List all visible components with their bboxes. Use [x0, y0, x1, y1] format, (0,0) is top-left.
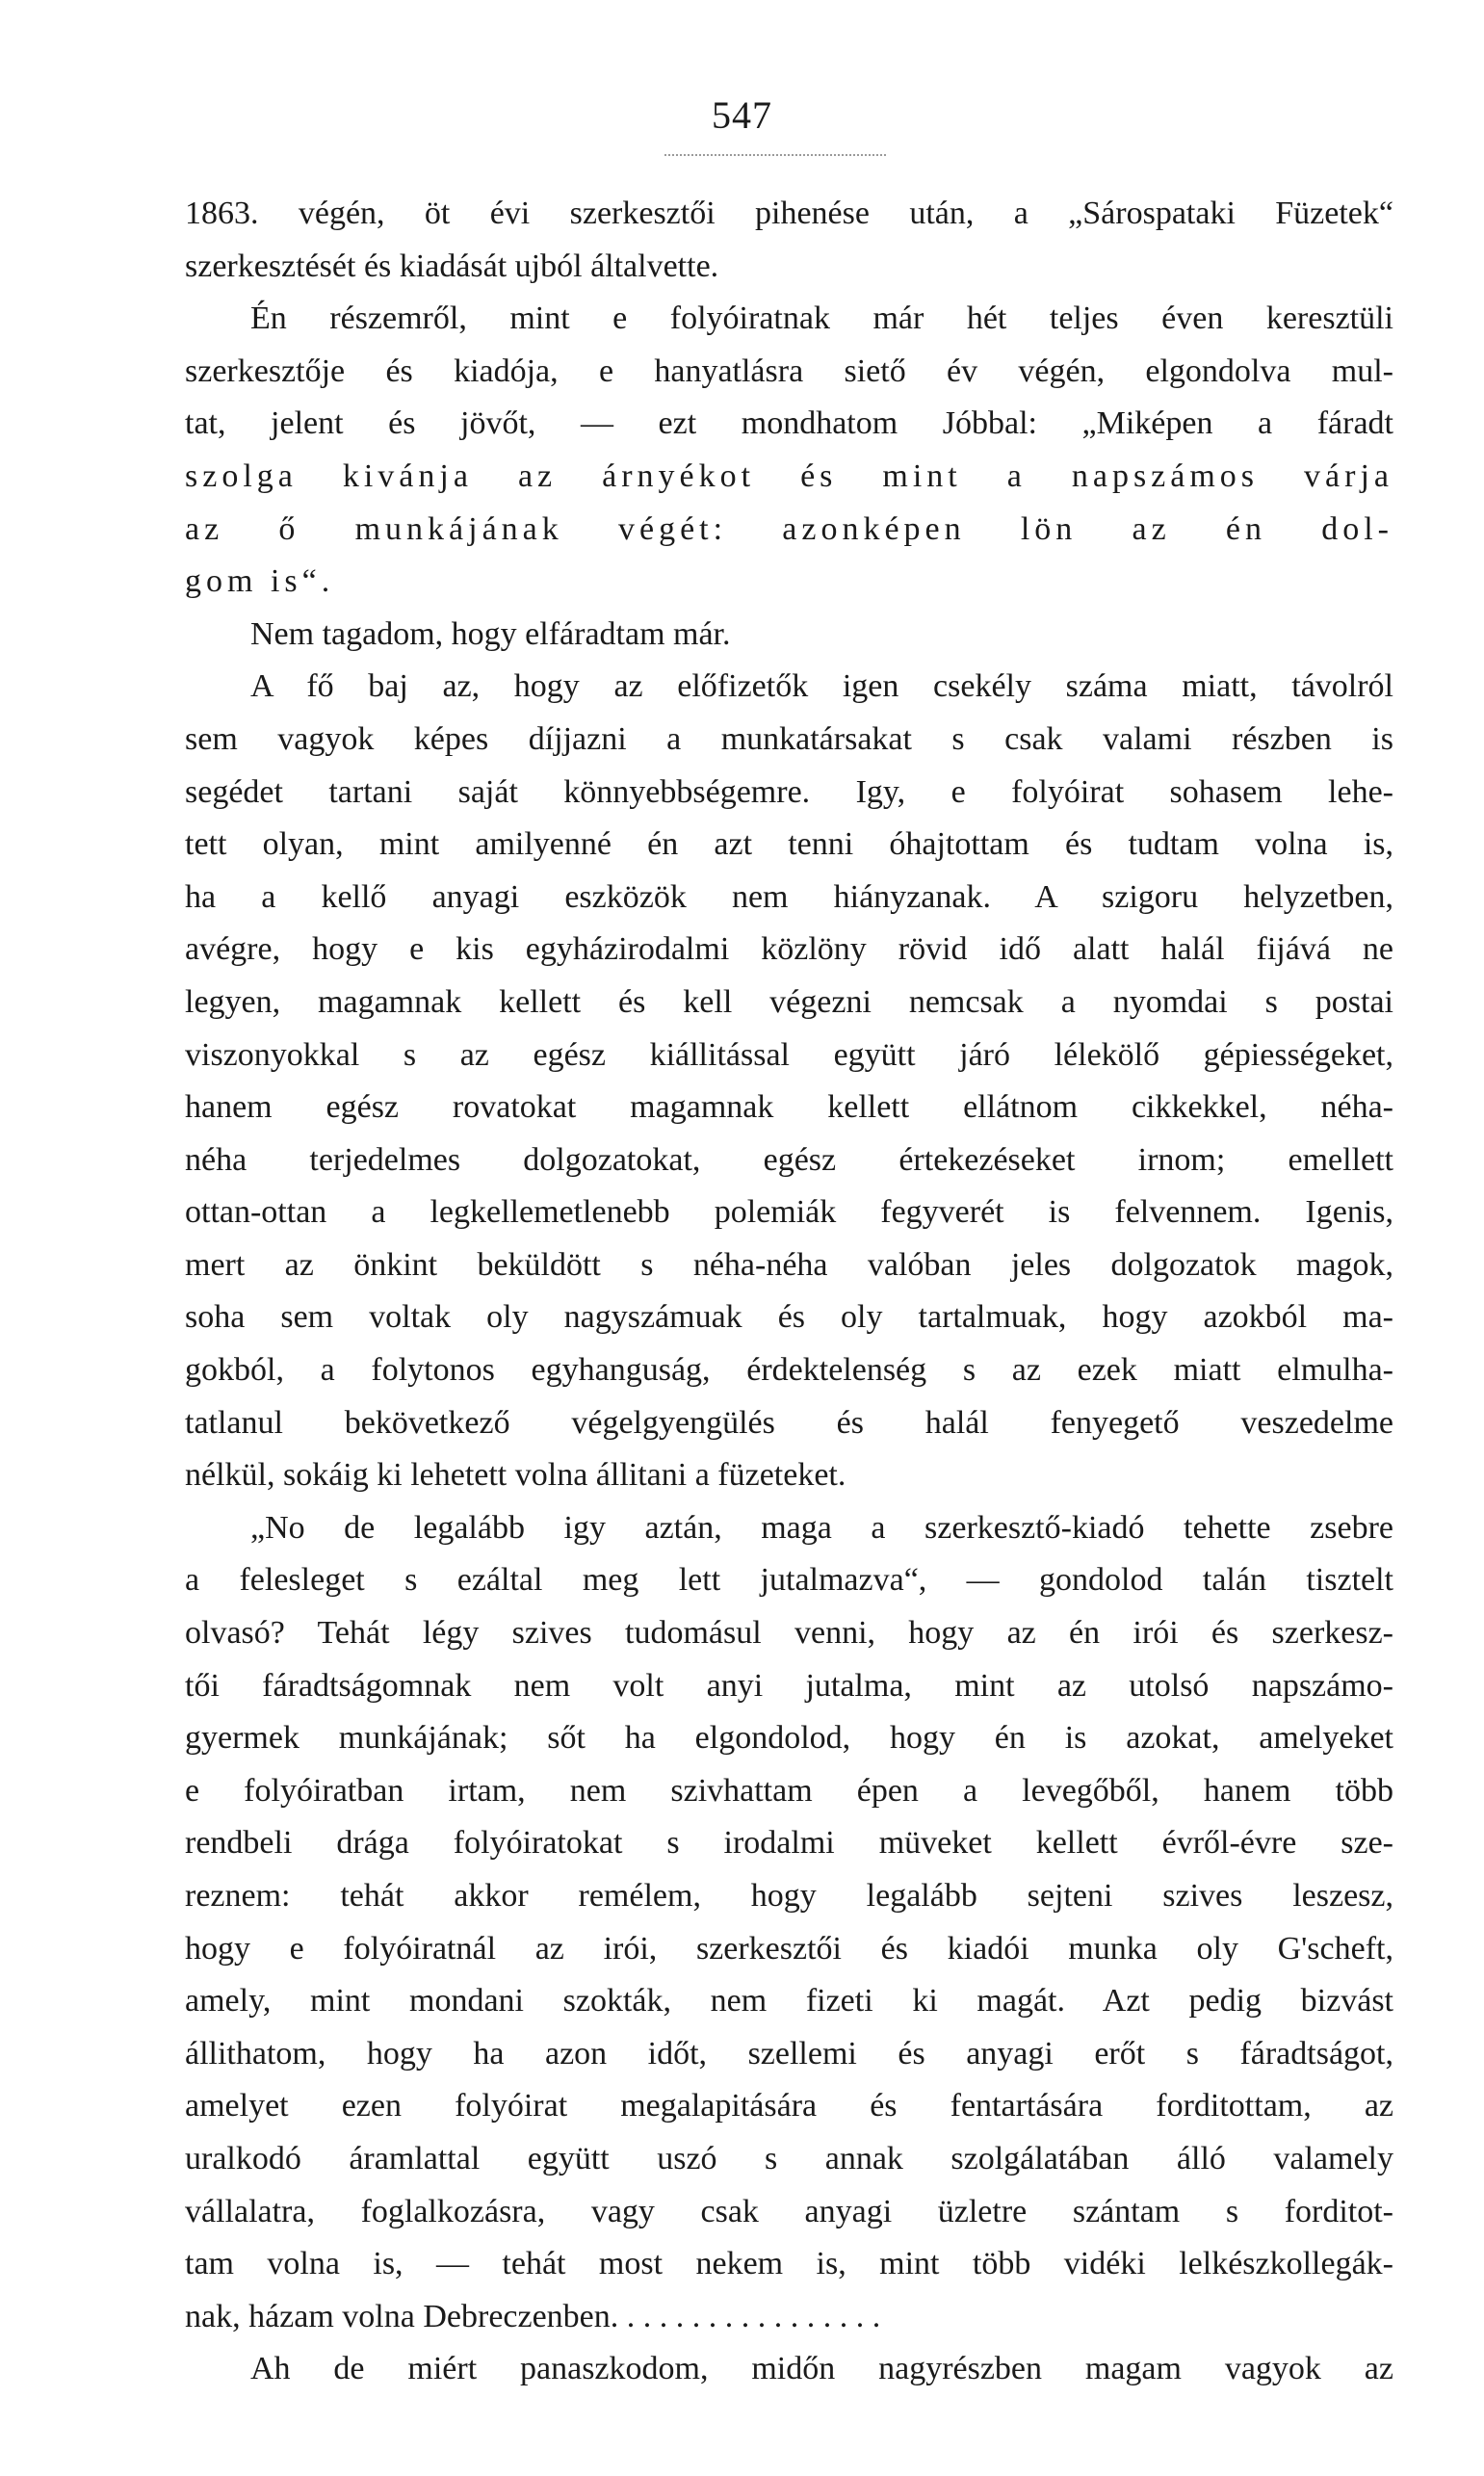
text-line: szerkesztését és kiadását ujból általvette. — [185, 248, 719, 284]
text-line: amelyet ezen folyóirat megalapitására és fentartására forditottam, az — [185, 2088, 1393, 2124]
text-line: viszonyokkal s az egész kiállitással együtt járó lélekölő gépiességeket, — [185, 1036, 1393, 1073]
text-line: szerkesztője és kiadója, e hanyatlásra siető év végén, elgondolva mul- — [185, 352, 1393, 389]
text-line: tam volna is, — tehát most nekem is, mint több vidéki lelkészkollegák- — [185, 2246, 1393, 2282]
text-line: gokból, a folytonos egyhanguság, érdektelenség s az ezek miatt elmulha- — [185, 1352, 1393, 1389]
text-line: a felesleget s ezáltal meg lett jutalmazva“, — gondolod talán tisztelt — [185, 1562, 1393, 1599]
text-line: Nem tagadom, hogy elfáradtam már. — [250, 615, 731, 652]
text-line: mert az önkint beküldött s néha-néha valóban jeles dolgozatok magok, — [185, 1246, 1393, 1283]
text-line: 1863. végén, öt évi szerkesztői pihenése után, a „Sárospataki Füzetek“ — [185, 195, 1393, 231]
text-line: ha a kellő anyagi eszközök nem hiányzanak. A szigoru helyzetben, — [185, 878, 1393, 915]
text-line: Én részemről, mint e folyóiratnak már hét teljes éven keresztüli — [250, 300, 1393, 337]
text-line: rendbeli drága folyóiratokat s irodalmi müveket kellett évről-évre sze- — [185, 1825, 1393, 1862]
text-line: Ah de miért panaszkodom, midőn nagyrészben magam vagyok az — [250, 2351, 1393, 2387]
text-line: A fő baj az, hogy az előfizetők igen csekély száma miatt, távolról — [250, 668, 1393, 705]
text-line: tett olyan, mint amilyenné én azt tenni óhajtottam és tudtam volna is, — [185, 826, 1393, 863]
text-line: avégre, hogy e kis egyházirodalmi közlöny rövid idő alatt halál fijává ne — [185, 931, 1393, 968]
text-line: amely, mint mondani szokták, nem fizeti ki magát. Azt pedig bizvást — [185, 1983, 1393, 2020]
text-line: tatlanul bekövetkező végelgyengülés és halál fenyegető veszedelme — [185, 1404, 1393, 1441]
text-line: sem vagyok képes díjjazni a munkatársakat s csak valami részben is — [185, 720, 1393, 757]
text-line: olvasó? Tehát légy szives tudomásul venni, hogy az én irói és szerkesz- — [185, 1615, 1393, 1652]
text-line: szolga kivánja az árnyékot és mint a napszámos várja — [185, 457, 1393, 494]
text-line: e folyóiratban irtam, nem szivhattam épen a levegőből, hanem több — [185, 1772, 1393, 1809]
text-line: nélkül, sokáig ki lehetett volna állitani a füzeteket. — [185, 1457, 846, 1494]
text-line: hogy e folyóiratnál az irói, szerkesztői és kiadói munka oly G'scheft, — [185, 1930, 1393, 1967]
text-line: tői fáradtságomnak nem volt anyi jutalma, mint az utolsó napszámo- — [185, 1667, 1393, 1704]
text-line: uralkodó áramlattal együtt uszó s annak szolgálatában álló valamely — [185, 2140, 1393, 2176]
text-line: gyermek munkájának; sőt ha elgondolod, hogy én is azokat, amelyeket — [185, 1720, 1393, 1757]
text-line: reznem: tehát akkor remélem, hogy legalább sejteni szives leszesz, — [185, 1878, 1393, 1914]
page-number: 547 — [712, 93, 772, 137]
text-line: ottan-ottan a legkellemetlenebb polemiák fegyverét is felvennem. Igenis, — [185, 1194, 1393, 1231]
text-line: „No de legalább igy aztán, maga a szerkesztő-kiadó tehette zsebre — [250, 1509, 1393, 1546]
text-line: tat, jelent és jövőt, — ezt mondhatom Jóbbal: „Miképen a fáradt — [185, 405, 1393, 442]
body-text — [185, 188, 1393, 2396]
text-line: állithatom, hogy ha azon időt, szellemi és anyagi erőt s fáradtságot, — [185, 2035, 1393, 2072]
text-line: segédet tartani saját könnyebbségemre. Igy, e folyóirat sohasem lehe- — [185, 773, 1393, 810]
text-line: néha terjedelmes dolgozatokat, egész értekezéseket irnom; emellett — [185, 1141, 1393, 1178]
text-line: legyen, magamnak kellett és kell végezni nemcsak a nyomdai s postai — [185, 983, 1393, 1020]
page-number-rule — [664, 154, 886, 156]
text-line: gom is“. — [185, 563, 335, 600]
text-line: vállalatra, foglalkozásra, vagy csak anyagi üzletre szántam s forditot- — [185, 2193, 1393, 2229]
text-line: soha sem voltak oly nagyszámuak és oly tartalmuak, hogy azokból ma- — [185, 1299, 1393, 1336]
text-line: nak, házam volna Debreczenben. . . . . . . . . . . . . . . . . — [185, 2298, 881, 2334]
text-line: az ő munkájának végét: azonképen lön az én dol- — [185, 510, 1393, 547]
text-line: hanem egész rovatokat magamnak kellett ellátnom cikkekkel, néha- — [185, 1089, 1393, 1126]
